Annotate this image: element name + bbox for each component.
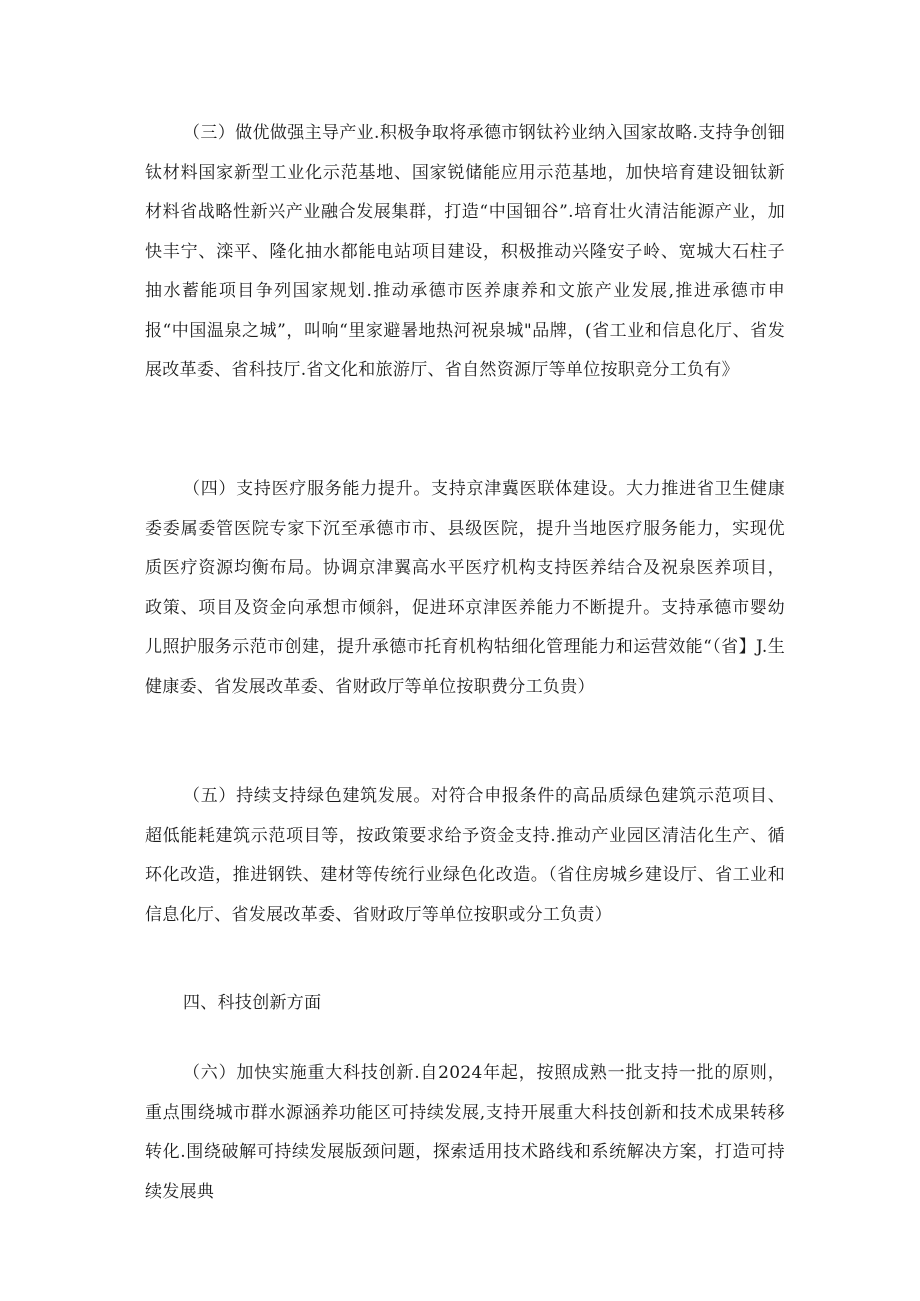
paragraph-5-green-buildings: （五）持续支持绿色建筑发展。对符合申报条件的高品质绿色建筑示范项目、超低能耗建筑示范项目等，按政策要求给予资金支持.推动产业园区清洁化生产、循环化改造，推进钢铁、建材等传统行业绿色化改造。（省住房城乡建设厅、省工业和信息化厅、省发展改革委、省财政厅等单位按职或分工负责）: [145, 786, 785, 925]
paragraph-3-leading-industries: （三）做优做强主导产业.积极争取将承德市钢钛衿业纳入国家故略.支持争创钿钛材料国家新型工业化示范基地、国家锐储能应用示范基地，加快培育建设钿钛新材料省战略性新兴产业融合发展集群，打造“中国钿谷”.培育壮火清洁能源产业，加快丰宁、滦平、隆化抽水都能电站项目建设，积极推动兴隆安子岭、宽城大石柱子抽水蓄能项目争列国家规划.推动承德市医养康养和文旅产业发展,推进承德市申报“中国温泉之城”，叫响“里家避暑地热河祝泉城"品牌，(省工业和信息化厅、省发展改革委、省科技厅.省文化和旅游厅、省自然资源厅等单位按职竞分工负有》: [145, 123, 785, 380]
paragraph-4-medical-services: （四）支持医疗服务能力提升。支持京津冀医联体建设。大力推进省卫生健康委委属委管医院专家下沉至承德市市、县级医院，提升当地医疗服务能力，实现优质医疗资源均衡布局。协调京津翼高水平医疗机构支持医养结合及祝泉医养项目，政策、项目及资金向承想市倾斜，促进环京津医养能力不断提升。支持承德市婴幼儿照护服务示范市创建，提升承德市托育机构牯细化管理能力和运营效能“（省】J.生健康委、省发展改革委、省财政厅等单位按职费分工负贵）: [145, 479, 785, 697]
paragraph-6-major-tech-innovation: （六）加快实施重大科技创新.自2024年起，按照成熟一批支持一批的原则，重点围绕城市群水源涵养功能区可持续发展,支持开展重大科技创新和技术成果转移转化.围绕破解可持续发展版颈问题，探索适用技术路线和系统解决方案，打造可持续发展典: [145, 1063, 785, 1202]
section-heading-tech-innovation: 四、科技创新方面: [183, 993, 322, 1013]
